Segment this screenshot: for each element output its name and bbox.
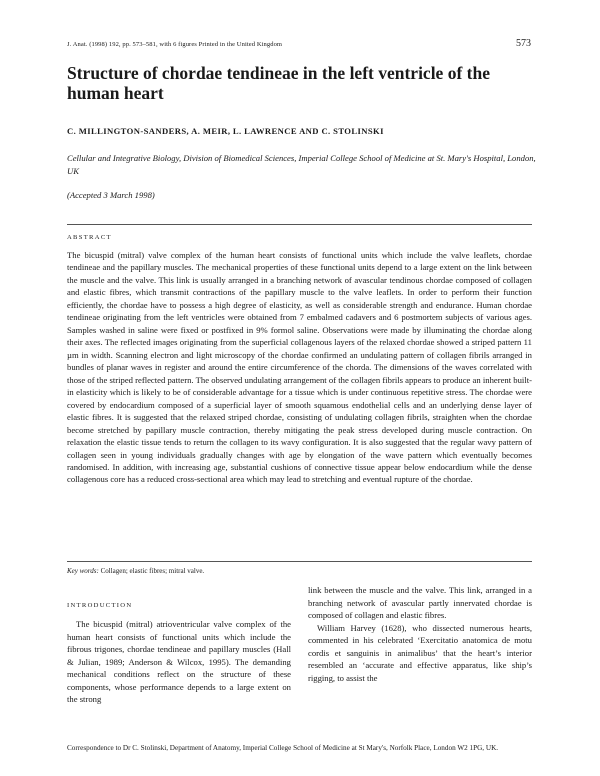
introduction-paragraph: William Harvey (1628), who dissected numerous hearts, commented in his celebrated ‘Exercitatio anatomica de motu cordis et sanguinis in animalibus’ that the heart’s interior resembled an ‘accurate and effective apparatus, like ship’s rigging, to assist the	[308, 622, 532, 683]
introduction-heading: INTRODUCTION	[67, 602, 133, 609]
introduction-column-right	[308, 584, 532, 684]
accepted-date: (Accepted 3 March 1998)	[67, 190, 155, 200]
page-number: 573	[516, 38, 531, 49]
introduction-paragraph: link between the muscle and the valve. This link, arranged in a branching network of avascular partly innervated chordae is composed of collagen and elastic fibres.	[308, 585, 532, 620]
journal-citation	[67, 41, 282, 48]
journal-name: J. Anat.	[67, 41, 88, 48]
introduction-column-left: The bicuspid (mitral) atrioventricular valve complex of the human heart consists of functional units which include the fibrous trigones, chordae tendineae and papillary muscles (Hall & Julian, 1989; Anderson & Wilcox, 1995). The demanding mechanical conditions reflect on the structure of these components, whose performance depends to a large extent on the strong	[67, 619, 291, 704]
keywords-text: Collagen; elastic fibres; mitral valve.	[100, 567, 205, 575]
author-list: C. MILLINGTON-SANDERS, A. MEIR, L. LAWRENCE AND C. STOLINSKI	[67, 126, 384, 136]
article-title: Structure of chordae tendineae in the left ventricle of the human heart	[67, 63, 490, 103]
abstract-top-rule	[67, 224, 532, 225]
abstract-bottom-rule	[67, 561, 532, 562]
journal-details: (1998) 192, pp. 573–581, with 6 figures Printed in the United Kingdom	[89, 41, 283, 48]
correspondence-footnote: Correspondence to Dr C. Stolinski, Department of Anatomy, Imperial College School of Medicine at St Mary's, Norfolk Place, London W2 1PG, UK.	[67, 744, 499, 752]
keywords	[67, 567, 204, 575]
abstract-body: The bicuspid (mitral) valve complex of the human heart consists of functional units which include the valve leaflets, chordae tendineae and the papillary muscles. The mechanical properties of these functional units depend to a large extent on the link between the muscle and the valve. This link is usually arranged in a branching network of avascular tendinous chordae composed of collagen and elastic fibres, which transmit contractions of the papillary muscle to the valve leaflets. In order to perform their function efficiently, the chordae have to possess a high degree of elasticity, as well as considerable strength and endurance. Human chordae tendineae originating from the left ventricles were obtained from 7 embalmed cadavers and 6 postmortem subjects of various ages. Samples washed in saline were fixed or postfixed in 9% formol saline. Observations were made by illuminating the chordae along their axes. The reflected images originating from the superficial collagenous layers of the relaxed chordae showed a striped pattern 11 µm in width. Scanning electron and light microscopy of the chordae confirmed an undulating pattern of collagen fibrils arranged in bundles of planar waves in register and around the entire circumference of the chorda. The dimensions of the waves correlated with those of the striped reflected pattern. The observed undulating arrangement of the collagen fibrils appears to produce an inherent built-in elasticity which is likely to be of considerable advantage for a tissue which is under continuous repetitive stress. The chordae were covered by endocardium composed of a superficial layer of smooth squamous endothelial cells and an underlying dense layer of elastic fibres. It is suggested that the relaxed striped chordae, consisting of undulating collagen fibrils, straighten when the chordae become stretched by papillary muscle contraction, thereby mitigating the peak stress developed during muscle contraction. On relaxation the elastic tissue tends to return the collagen to its wavy configuration. It is also suggested that the regular wavy pattern of collagen seen in young individuals gradually changes with age by elongation of the wave pattern which eventually becomes randomised. In addition, with increasing age, substantial cushions of connective tissue appear below endocardium while the dense collagenous core has a reduced cross-sectional area which may lead to stretching and eventual rupture of the chordae.	[67, 250, 532, 485]
abstract-heading: ABSTRACT	[67, 234, 112, 241]
affiliation: Cellular and Integrative Biology, Division of Biomedical Sciences, Imperial College School of Medicine at St. Mary's Hospital, London, UK	[67, 153, 536, 176]
keywords-label: Key words:	[67, 567, 99, 575]
